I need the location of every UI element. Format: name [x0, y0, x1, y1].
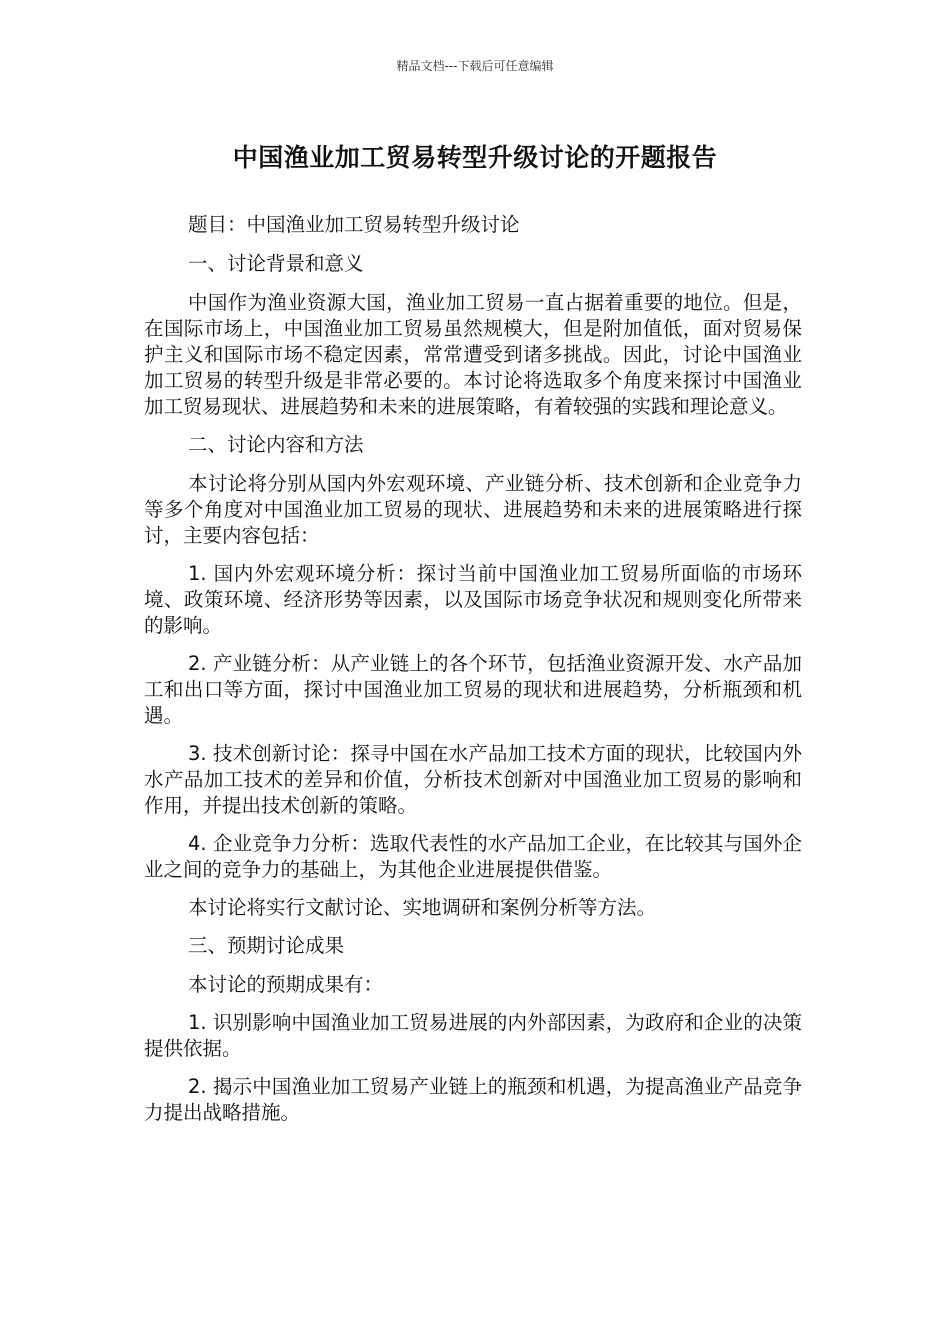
paragraph-methods: 本讨论将实行文献讨论、实地调研和案例分析等方法。	[188, 896, 657, 919]
list-item-result-bottlenecks: 2. 揭示中国渔业加工贸易产业链上的瓶颈和机遇，为提高渔业产品竞争力提出战略措施。	[144, 1075, 802, 1124]
section-heading-expected-results: 三、预期讨论成果	[188, 934, 345, 957]
paragraph-background: 中国作为渔业资源大国，渔业加工贸易一直占据着重要的地位。但是，在国际市场上，中国渔业加工贸易虽然规模大，但是附加值低，面对贸易保护主义和国际市场不稳定因素，常常遭受到诸多挑战。因此，讨论中国渔业加工贸易的转型升级是非常必要的。本讨论将选取多个角度来探讨中国渔业加工贸易现状、进展趋势和未来的进展策略，有着较强的实践和理论意义。	[144, 291, 802, 418]
header-note: 精品文档---下载后可任意编辑	[396, 59, 554, 73]
paragraph-content-intro: 本讨论将分别从国内外宏观环境、产业链分析、技术创新和企业竞争力等多个角度对中国渔业加工贸易的现状、进展趋势和未来的进展策略进行探讨，主要内容包括：	[144, 472, 802, 547]
list-item-macro-environment: 1. 国内外宏观环境分析：探讨当前中国渔业加工贸易所面临的市场环境、政策环境、经济形势等因素，以及国际市场竞争状况和规则变化所带来的影响。	[144, 562, 802, 637]
list-item-enterprise-competitiveness: 4. 企业竞争力分析：选取代表性的水产品加工企业，在比较其与国外企业之间的竞争力的基础上，为其他企业进展提供借鉴。	[144, 832, 802, 881]
document-title: 中国渔业加工贸易转型升级讨论的开题报告	[232, 143, 718, 172]
document-body	[144, 212, 802, 1138]
topic-line: 题目：中国渔业加工贸易转型升级讨论	[188, 213, 520, 236]
list-item-technology-innovation: 3. 技术创新讨论：探寻中国在水产品加工技术方面的现状，比较国内外水产品加工技术的差异和价值，分析技术创新对中国渔业加工贸易的影响和作用，并提出技术创新的策略。	[144, 742, 802, 817]
list-item-industry-chain: 2. 产业链分析：从产业链上的各个环节，包括渔业资源开发、水产品加工和出口等方面，探讨中国渔业加工贸易的现状和进展趋势，分析瓶颈和机遇。	[144, 652, 802, 727]
section-heading-background: 一、讨论背景和意义	[188, 252, 364, 275]
paragraph-results-intro: 本讨论的预期成果有：	[188, 973, 384, 996]
list-item-result-factors: 1. 识别影响中国渔业加工贸易进展的内外部因素，为政府和企业的决策提供依据。	[144, 1011, 802, 1060]
section-heading-content-methods: 二、讨论内容和方法	[188, 433, 364, 456]
